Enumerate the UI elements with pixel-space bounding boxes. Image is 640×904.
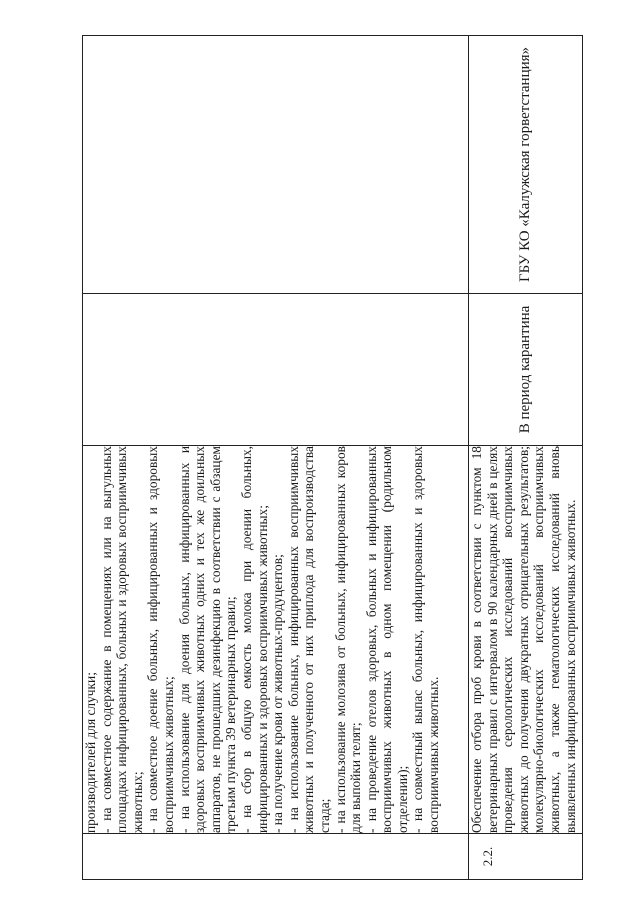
measure-line: - на совместное доение больных, инфицированных и здоровых восприимчивых животных;	[145, 446, 176, 833]
measure-text: Обеспечение отбора проб крови в соответствии с пунктом 18 ветеринарных правил с интервалом в 90 календарных дней в целях проведения серологических исследований восприимчивых животных до получения двукратных отрицательных результатов; молекулярно-биологических исследований восприимчивых животных, а также гематологических исследований вновь выявленных инфицированных восприимчивых животных.	[469, 446, 578, 833]
executor-text: ГБУ КО «Калужская горветстанция»	[517, 46, 533, 283]
table-row	[469, 36, 583, 880]
measure-list	[83, 446, 442, 833]
executor-cell	[83, 36, 469, 294]
measure-line: - на использование молозива от больных, инфицированных коров для выпойки телят;	[332, 446, 364, 833]
term-cell	[469, 294, 583, 446]
row-number-cell	[83, 834, 469, 880]
measure-line: - на сбор в общую емкость молока при доении больных, инфицированных и здоровых восприимчивых животных;	[238, 446, 270, 833]
measure-line: - на использование для доения больных, инфицированных и здоровых восприимчивых животных одних и тех же доильных аппаратов, не прошедших дезинфекцию в соответствии с абзацем третьим пункта 39 ветеринарных правил;	[176, 446, 239, 833]
measure-line: - на использование больных, инфицированных восприимчивых животных и полученного от них приплода для воспроизводства стада;	[285, 446, 332, 833]
measure-line: - на совместное содержание в помещениях или на выгульных площадках инфицированных, больных и здоровых восприимчивых животных;	[98, 446, 145, 833]
measure-description-cell	[469, 446, 583, 834]
executor-cell	[469, 36, 583, 294]
term-text: В период карантина	[517, 305, 533, 434]
measure-line: - на совместный выпас больных, инфицированных и здоровых восприимчивых животных.	[410, 446, 442, 833]
measure-description-cell	[83, 446, 469, 834]
measure-line: - на проведение отелов здоровых, больных и инфицированных восприимчивых животных в одном помещении (родильном отделении);	[363, 446, 410, 833]
measure-line: - на получение крови от животных-продуцентов;	[270, 554, 286, 833]
measures-table	[82, 35, 583, 880]
term-cell	[83, 294, 469, 446]
measure-line: производителей для случки;	[83, 672, 98, 833]
table-row	[83, 36, 469, 880]
row-number-cell: 2.2.	[469, 834, 583, 880]
rotated-page	[82, 36, 582, 880]
